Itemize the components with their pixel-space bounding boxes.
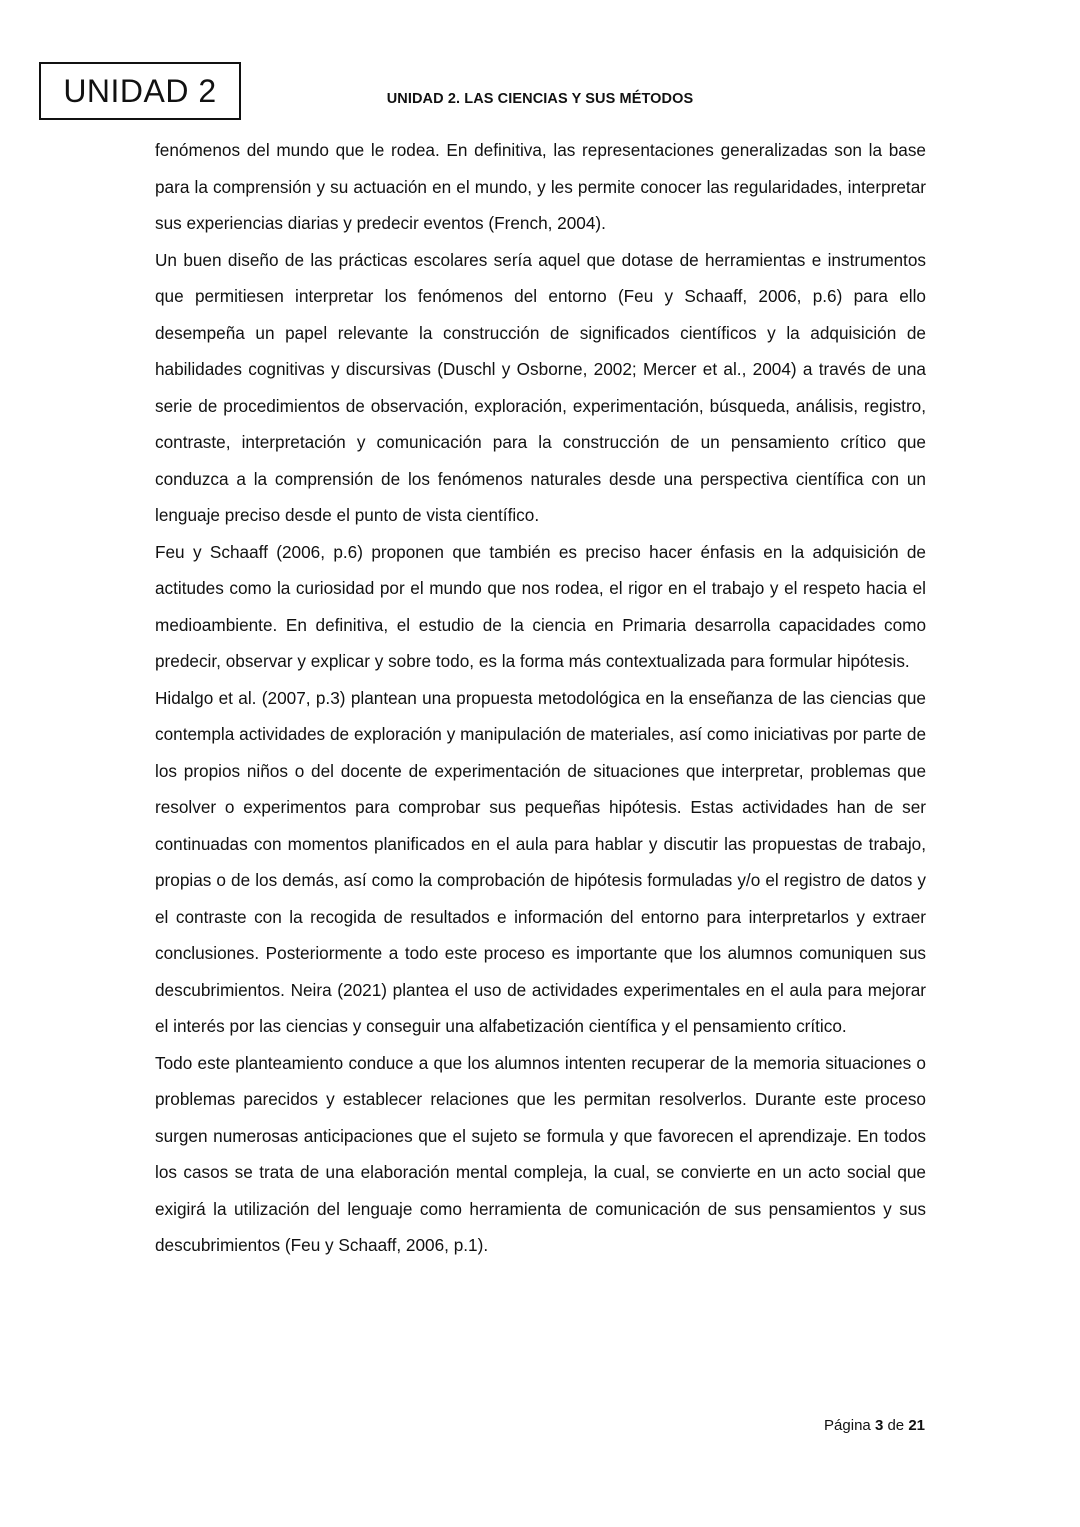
page-of-label: de: [887, 1417, 905, 1434]
body-paragraph: Todo este planteamiento conduce a que los alumnos intenten recuperar de la memoria situaciones o problemas parecidos y establecer relaciones que les permitan resolverlos. Durante este proceso surgen numerosas anticipaciones que el sujeto se formula y que favorecen el aprendizaje. En todos los casos se trata de una elaboración mental compleja, la cual, se convierte en un acto social que exigirá la utilización del lenguaje como herramienta de comunicación de sus pensamientos y sus descubrimientos (Feu y Schaaff, 2006, p.1).: [155, 1052, 926, 1255]
page-number-footer: [824, 1417, 925, 1434]
page-label: Página: [824, 1417, 871, 1434]
total-pages-number: 21: [908, 1417, 925, 1434]
body-paragraph: Un buen diseño de las prácticas escolares sería aquel que dotase de herramientas e instrumentos que permitiesen interpretar los fenómenos del entorno (Feu y Schaaff, 2006, p.6) para ello desempeña un papel relevante la construcción de significados científicos y la adquisición de habilidades cognitivas y discursivas (Duschl y Osborne, 2002; Mercer et al., 2004) a través de una serie de procedimientos de observación, exploración, experimentación, búsqueda, análisis, registro, contraste, interpretación y comunicación para la construcción de un pensamiento crítico que conduzca a la comprensión de los fenómenos naturales desde una perspectiva científica con un lenguaje preciso desde el punto de vista científico.: [155, 249, 926, 525]
body-paragraph: fenómenos del mundo que le rodea. En definitiva, las representaciones generalizadas son la base para la comprensión y su actuación en el mundo, y les permite conocer las regularidades, interpretar sus experiencias diarias y predecir eventos (French, 2004).: [155, 140, 926, 233]
body-paragraph: Feu y Schaaff (2006, p.6) proponen que también es preciso hacer énfasis en la adquisición de actitudes como la curiosidad por el mundo que nos rodea, el rigor en el trabajo y el respeto hacia el medioambiente. En definitiva, el estudio de la ciencia en Primaria desarrolla capacidades como predecir, observar y explicar y sobre todo, es la forma más contextualizada para formular hipótesis.: [155, 541, 926, 671]
current-page-number: 3: [874, 1417, 884, 1434]
body-paragraph: Hidalgo et al. (2007, p.3) plantean una propuesta metodológica en la enseñanza de las ciencias que contempla actividades de exploración y manipulación de materiales, así como iniciativas por parte de los propios niños o del docente de experimentación de situaciones que interpretar, problemas que resolver o experimentos para comprobar sus pequeñas hipótesis. Estas actividades han de ser continuadas con momentos planificados en el aula para hablar y discutir las propuestas de trabajo, propias o de los demás, así como la comprobación de hipótesis formuladas y/o el registro de datos y el contraste con la recogida de resultados e información del entorno para interpretarlos y extraer conclusiones. Posteriormente a todo este proceso es importante que los alumnos comuniquen sus descubrimientos. Neira (2021) plantea el uso de actividades experimentales en el aula para mejorar el interés por las ciencias y conseguir una alfabetización científica y el pensamiento crítico.: [155, 687, 926, 1036]
document-body: [155, 132, 926, 1264]
running-header-title: UNIDAD 2. LAS CIENCIAS Y SUS MÉTODOS: [386, 91, 694, 107]
unit-badge-label: UNIDAD 2: [63, 72, 217, 109]
